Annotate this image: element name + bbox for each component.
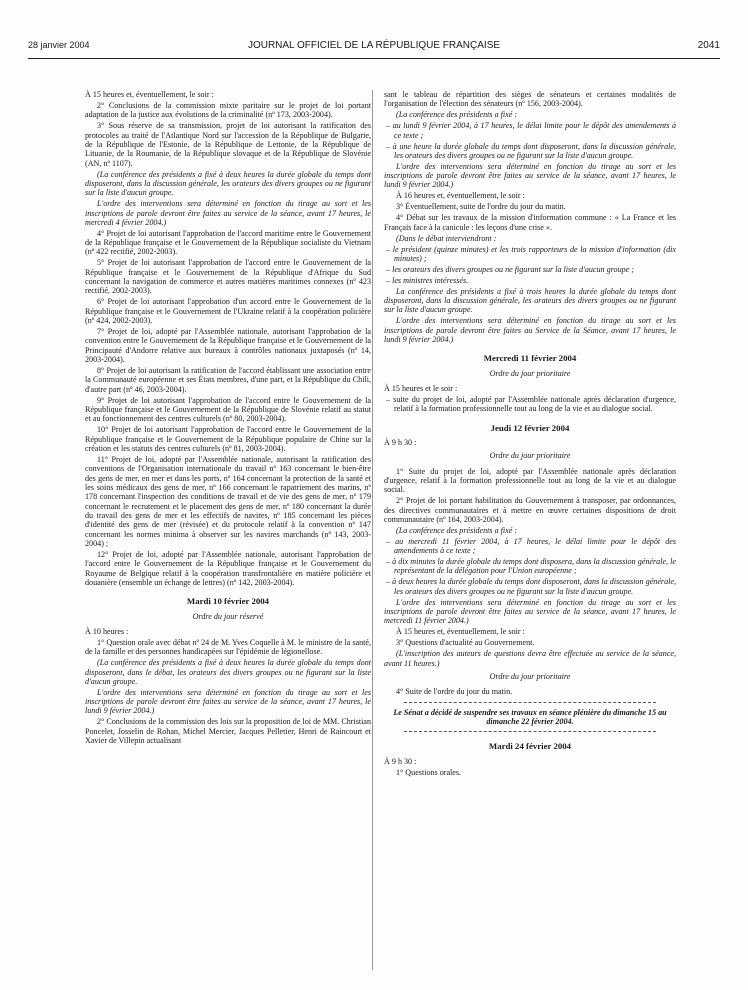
- paragraph: À 15 heures et, éventuellement, le soir :: [85, 90, 214, 99]
- section-heading-jeudi-12: Jeudi 12 février 2004: [490, 422, 570, 433]
- list-item: – au mercredi 11 février 2004, à 17 heures, le délai limite pour le dépôt des amendements à ce texte ;: [386, 536, 676, 556]
- paragraph: 1° Question orale avec débat nº 24 de M. Yves Coquelle à M. le ministre de la santé, de la famille et des personnes handicapées sur l'épidémie de légionellose.: [85, 637, 371, 657]
- paragraph: 9° Projet de loi autorisant l'approbation de l'accord entre le Gouvernement de la République française et le Gouvernement de la République de Slovénie relatif au statut et au fonctionnement des centres culturels (nº 80, 2003-2004).: [85, 395, 371, 424]
- paragraph: L'ordre des interventions sera déterminé en fonction du tirage au sort et les inscriptions de parole devront être faites au service de la séance, avant 17 heures, le mercredi 11 février 2004.): [384, 597, 676, 626]
- paragraph: (L'inscription des auteurs de questions devra être effectuée au service de la séance, avant 11 heures.): [384, 649, 676, 668]
- section-heading-mardi-10: Mardi 10 février 2004: [186, 596, 270, 607]
- paragraph: 1° Questions orales.: [396, 767, 462, 777]
- section-subheading: Ordre du jour prioritaire: [489, 451, 571, 461]
- paragraph: À 15 heures et le soir :: [384, 384, 458, 393]
- paragraph: 8° Projet de loi autorisant la ratification de l'accord établissant une association entre la Communauté européenne et ses États membres, d'une part, et la République du Chili, d'autre part (nº 46, 2003-2004).: [85, 365, 371, 394]
- paragraph: À 9 h 30 :: [384, 756, 417, 766]
- paragraph: 3° Sous réserve de sa transmission, projet de loi autorisant la ratification des protocoles au traité de l'Atlantique Nord sur l'accession de la République de Bulgarie, de la République de l'Estonie, de la République de Lettonie, de la République de Lituanie, de la Roumanie, de la République slovaque et de la République de Slovénie (AN, nº 1107).: [85, 121, 371, 168]
- paragraph: 11° Projet de loi, adopté par l'Assemblée nationale, autorisant la ratification des conventions de l'Organisation internationale du travail nº 163 concernant le bien-être des gens de mer, en mer et dans les ports, nº 164 concernant la protection de la santé et les soins médicaux des gens de mer, nº 166 concernant le rapatriement des marins, nº 178 concernant l'inspection des conditions de travail et de vie des gens de mer, nº 179 concernant le recrutement et le placement des gens de mer, nº 180 concernant la durée du travail des gens de mer et les effectifs de navires, nº 185 concernant les pièces d'identité des gens de mer (révisée) et du protocole relatif à la convention nº 147 concernant les normes minima à observer sur les navires marchands (nº 143, 2003-2004) ;: [85, 454, 371, 548]
- paragraph: (La conférence des présidents a fixé :: [396, 525, 518, 535]
- list-item: – suite du projet de loi, adopté par l'Assemblée nationale après déclaration d'urgence, relatif à la formation professionnelle tout au long de la vie et au dialogue social.: [386, 394, 676, 414]
- page-header: [28, 40, 720, 56]
- paragraph: L'ordre des interventions sera déterminé en fonction du tirage au sort et les inscriptions de parole devront être faites au service de la séance, avant 17 heures, le lundi 9 février 2004.): [384, 161, 676, 190]
- paragraph: (Dans le débat interviendront :: [396, 233, 497, 243]
- paragraph: 4° Projet de loi autorisant l'approbation de l'accord maritime entre le Gouvernement de la République française et le Gouvernement de la République socialiste du Vietnam (nº 422 rectifié, 2002-2003).: [85, 228, 371, 257]
- paragraph: 12° Projet de loi, adopté par l'Assemblée nationale, autorisant l'approbation de l'accord entre le Gouvernement de la République française et le Gouvernement du Royaume de Belgique relatif à la coopération transfrontalière en matière policière et douanière (ensemble un échange de lettres) (nº 142, 2003-2004).: [85, 549, 371, 587]
- paragraph: 3° Éventuellement, suite de l'ordre du jour du matin.: [396, 202, 566, 212]
- paragraph: À 9 h 30 :: [384, 437, 417, 447]
- header-date: 28 janvier 2004: [28, 40, 90, 50]
- paragraph: (La conférence des présidents a fixé à deux heures la durée globale du temps dont disposeront, dans le débat, les orateurs des divers groupes ou ne figurant sur la liste d'aucun groupe.: [85, 658, 371, 686]
- section-heading-mercredi-11: Mercredi 11 février 2004: [483, 353, 577, 364]
- paragraph: 1° Suite du projet de loi, adopté par l'Assemblée nationale après déclaration d'urgence, relatif à la formation professionnelle tout au long de la vie et au dialogue social.: [384, 466, 676, 495]
- paragraph: À 10 heures :: [85, 626, 129, 636]
- left-column: [85, 90, 371, 747]
- paragraph: 4° Débat sur les travaux de la mission d'information commune : « La France et les Français face à la canicule : les leçons d'une crise ».: [384, 213, 676, 232]
- suspension-notice: Le Sénat a décidé de suspendre ses travaux en séance plénière du dimanche 15 au dimanche 22 février 2004.: [393, 707, 667, 726]
- paragraph: L'ordre des interventions sera déterminé en fonction du tirage au sort et les inscriptions de parole devront être faites au service de la séance, avant 17 heures, le mercredi 4 février 2004.): [85, 199, 371, 227]
- section-subheading: Ordre du jour prioritaire: [489, 671, 571, 681]
- list-item: – à une heure la durée globale du temps dont disposeront, dans la discussion générale, les orateurs des divers groupes ou ne figurant sur la liste d'aucun groupe.: [386, 141, 676, 160]
- paragraph: L'ordre des interventions sera déterminé en fonction du tirage au sort et les inscriptions de parole devront être faites au service de la séance, avant 17 heures, le lundi 9 février 2004.): [85, 687, 371, 716]
- paragraph: 3° Questions d'actualité au Gouvernement.: [396, 638, 535, 648]
- paragraph: 2° Conclusions de la commission mixte paritaire sur le projet de loi portant adaptation de la justice aux évolutions de la criminalité (nº 173, 2003-2004).: [85, 100, 371, 120]
- section-subheading: Ordre du jour réservé: [192, 611, 264, 621]
- paragraph: (La conférence des présidents a fixé :: [396, 110, 518, 120]
- list-item: – à deux heures la durée globale du temps dont disposeront, dans la discussion générale, les orateurs des divers groupes ou ne figurant sur la liste d'aucun groupe.: [386, 577, 676, 596]
- paragraph: 4° Suite de l'ordre du jour du matin.: [396, 687, 513, 697]
- section-subheading: Ordre du jour prioritaire: [489, 368, 571, 378]
- paragraph: 10° Projet de loi autorisant l'approbation de l'accord entre le Gouvernement de la République française et le Gouvernement de la République populaire de Chine sur la création et les statuts des centres culturels (nº 81, 2003-2004).: [85, 425, 371, 453]
- list-item: – les ministres intéressés.: [386, 275, 469, 285]
- list-item: – les orateurs des divers groupes ou ne figurant sur la liste d'aucun groupe ;: [386, 264, 634, 274]
- column-divider: [372, 90, 373, 970]
- paragraph: 2° Conclusions de la commission des lois sur la proposition de loi de MM. Christian Poncelet, Josselin de Rohan, Michel Mercier, Jacques Pelletier, Henri de Raincourt et Xavier de Villepin actualisant: [85, 717, 371, 746]
- list-item: – au lundi 9 février 2004, à 17 heures, le délai limite pour le dépôt des amendements à ce texte ;: [386, 121, 676, 140]
- paragraph: 6° Projet de loi autorisant l'approbation d'un accord entre le Gouvernement de la République française et le Gouvernement de l'Ukraine relatif à la coopération policière (nº 424, 2002-2003).: [85, 297, 371, 326]
- paragraph: L'ordre des interventions sera déterminé en fonction du tirage au sort et les inscriptions de parole devront être faites au Service de la Séance, avant 17 heures, le lundi 9 février 2004.): [384, 316, 676, 344]
- paragraph: sant le tableau de répartition des sièges de sénateurs et certaines modalités de l'organisation de l'élection des sénateurs (nº 156, 2003-2004).: [384, 90, 676, 109]
- paragraph: 7° Projet de loi, adopté par l'Assemblée nationale, autorisant l'approbation de la convention entre le Gouvernement de la République française et le Gouvernement de la Principauté d'Andorre relative aux bureaux à contrôles nationaux juxtaposés (nº 14, 2003-2004).: [85, 327, 371, 365]
- separator-line: [404, 731, 656, 732]
- separator-line: [404, 702, 656, 703]
- paragraph: À 15 heures et, éventuellement, le soir :: [396, 627, 525, 637]
- list-item: – le président (quinze minutes) et les trois rapporteurs de la mission d'information (dix minutes) ;: [386, 244, 676, 263]
- paragraph: (La conférence des présidents a fixé à deux heures la durée globale du temps dont disposeront, dans la discussion générale, les orateurs des divers groupes ou ne figurant sur la liste d'aucun groupe.: [85, 169, 371, 198]
- right-column: [384, 90, 676, 778]
- header-rule: [28, 58, 720, 59]
- header-page-number: 2041: [697, 40, 720, 51]
- header-journal-title: JOURNAL OFFICIEL DE LA RÉPUBLIQUE FRANÇAISE: [247, 40, 501, 51]
- paragraph: À 16 heures et, éventuellement, le soir :: [396, 191, 525, 201]
- paragraph: 5° Projet de loi autorisant l'approbation de l'accord entre le Gouvernement de la République française et le Gouvernement de la République d'Afrique du Sud concernant la navigation de commerce et autres matières maritimes connexes (nº 423 rectifié, 2002-2003).: [85, 258, 371, 296]
- paragraph: La conférence des présidents a fixé à trois heures la durée globale du temps dont disposeront, dans la discussion générale, les orateurs des divers groupes ou ne figurant sur la liste d'aucun groupe.: [384, 286, 676, 315]
- list-item: – à dix minutes la durée globale du temps dont disposera, dans la discussion générale, le représentant de la délégation pour l'Union européenne ;: [386, 557, 676, 576]
- paragraph: 2° Projet de loi portant habilitation du Gouvernement à transposer, par ordonnances, des directives communautaires et à mettre en œuvre certaines dispositions de droit communautaire (nº 164, 2003-2004).: [384, 496, 676, 524]
- section-heading-mardi-24: Mardi 24 février 2004: [488, 741, 572, 752]
